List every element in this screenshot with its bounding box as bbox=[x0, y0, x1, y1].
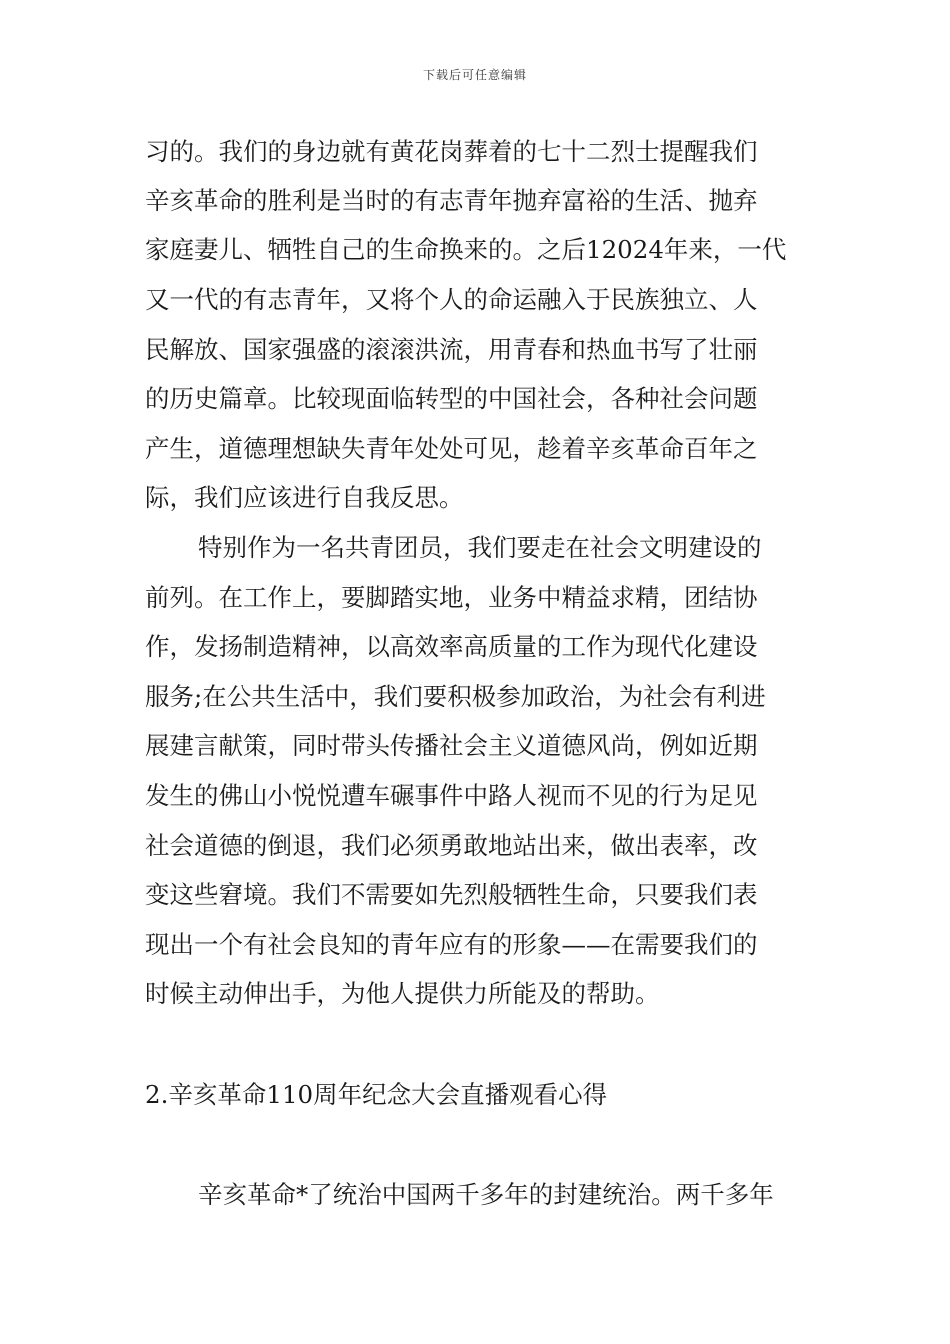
text-line: 社会道德的倒退，我们必须勇敢地站出来，做出表率，改 bbox=[145, 831, 758, 860]
text-line: 产生，道德理想缺失青年处处可见，趁着辛亥革命百年之 bbox=[145, 434, 758, 463]
text-line: 作，发扬制造精神，以高效率高质量的工作为现代化建设 bbox=[145, 632, 758, 661]
text-line: 辛亥革命的胜利是当时的有志青年抛弃富裕的生活、抛弃 bbox=[145, 186, 758, 215]
text-line: 辛亥革命*了统治中国两千多年的封建统治。两千多年 bbox=[198, 1180, 774, 1209]
text-line: 的历史篇章。比较现面临转型的中国社会，各种社会问题 bbox=[145, 384, 758, 413]
text-line: 际，我们应该进行自我反思。 bbox=[145, 483, 464, 512]
text-line: 变这些窘境。我们不需要如先烈般牺牲生命，只要我们表 bbox=[145, 880, 758, 909]
text-line: 现出一个有社会良知的青年应有的形象——在需要我们的 bbox=[145, 930, 758, 959]
text-line: 前列。在工作上，要脚踏实地，业务中精益求精，团结协 bbox=[145, 583, 758, 612]
text-line: 展建言献策，同时带头传播社会主义道德风尚，例如近期 bbox=[145, 731, 758, 760]
text-line: 特别作为一名共青团员，我们要走在社会文明建设的 bbox=[198, 533, 762, 562]
text-line: 习的。我们的身边就有黄花岗葬着的七十二烈士提醒我们 bbox=[145, 137, 758, 166]
text-line: 民解放、国家强盛的滚滚洪流，用青春和热血书写了壮丽 bbox=[145, 335, 758, 364]
text-line: 又一代的有志青年，又将个人的命运融入于民族独立、人 bbox=[145, 285, 758, 314]
text-line: 服务;在公共生活中，我们要积极参加政治，为社会有利进 bbox=[145, 682, 766, 711]
section-heading: 2.辛亥革命110周年纪念大会直播观看心得 bbox=[145, 1080, 608, 1109]
text-line: 发生的佛山小悦悦遭车碾事件中路人视而不见的行为足见 bbox=[145, 781, 758, 810]
page-header-note: 下载后可任意编辑 bbox=[422, 68, 527, 82]
text-line: 家庭妻儿、牺牲自己的生命换来的。之后12024年来，一代 bbox=[145, 235, 787, 264]
text-line: 时候主动伸出手，为他人提供力所能及的帮助。 bbox=[145, 979, 660, 1008]
